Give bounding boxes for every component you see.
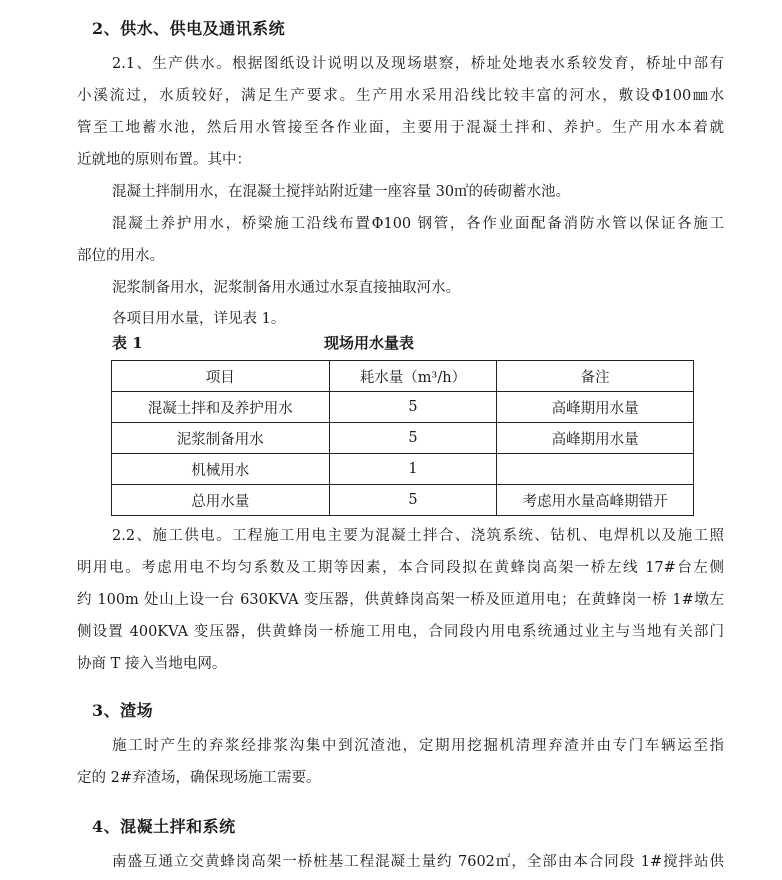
table-cell: 泥浆制备用水 [112,423,330,454]
table-row [112,485,694,516]
table-cell: 高峰期用水量 [497,423,694,454]
paragraph-line: 明用电。考虑用电不均匀系数及工期等因素，本合同段拟在黄蜂岗高架一桥左线 17#台左侧 [77,560,724,576]
section-3-heading: 3、渣场 [92,701,154,720]
paragraph-line: 南盛互通立交黄蜂岗高架一桥桩基工程混凝土量约 7602㎡，全部由本合同段 1#搅拌站供 [112,854,724,870]
paragraph-line: 施工时产生的弃浆经排浆沟集中到沉渣池，定期用挖掘机清理弃渣并由专门车辆运至指 [112,738,724,754]
table-cell: 总用水量 [112,485,330,516]
paragraph-line: 2.1、生产供水。根据图纸设计说明以及现场堪察，桥址处地表水系较发育，桥址中部有 [112,56,724,72]
paragraph-line: 侧设置 400KVA 变压器，供黄蜂岗一桥施工用电，合同段内用电系统通过业主与当地有关部门 [77,624,724,640]
table-header-cell: 备注 [497,361,694,392]
table-row [112,454,694,485]
table-cell: 高峰期用水量 [497,392,694,423]
paragraph-line: 泥浆制备用水，泥浆制备用水通过水泵直接抽取河水。 [112,280,460,296]
table-header-row [112,361,694,392]
table-cell [497,454,694,485]
paragraph-line: 混凝土拌制用水，在混凝土搅拌站附近建一座容量 30㎡的砖砌蓄水池。 [112,184,571,200]
paragraph-line: 管至工地蓄水池，然后用水管接至各作业面，主要用于混凝土拌和、养护。生产用水本着就 [77,120,724,136]
table-cell: 机械用水 [112,454,330,485]
table-row [112,392,694,423]
paragraph-line: 协商 T 接入当地电网。 [77,656,227,672]
paragraph-line: 2.2、施工供电。工程施工用电主要为混凝土拌合、浇筑系统、钻机、电焊机以及施工照 [112,528,724,544]
paragraph-line: 小溪流过，水质较好，满足生产要求。生产用水采用沿线比较丰富的河水，敷设Φ100㎜水 [77,88,724,104]
table-title: 现场用水量表 [324,334,415,352]
paragraph-line: 部位的用水。 [77,248,164,264]
table-row [112,423,694,454]
water-usage-table [111,360,694,516]
paragraph-line: 约 100m 处山上设一台 630KVA 变压器，供黄蜂岗高架一桥及匝道用电；在黄蜂岗一桥 1#墩左 [77,592,724,608]
table-cell: 5 [329,423,497,454]
table-cell: 考虑用水量高峰期错开 [497,485,694,516]
paragraph-line: 混凝土养护用水，桥梁施工沿线布置Φ100 钢管，各作业面配备消防水管以保证各施工 [112,216,724,232]
paragraph-line: 近就地的原则布置。其中： [77,152,251,168]
table-cell: 5 [329,485,497,516]
table-cell: 5 [329,392,497,423]
paragraph-line: 各项目用水量，详见表 1。 [112,311,286,327]
section-2-heading: 2、供水、供电及通讯系统 [92,19,286,38]
table-header-cell: 项目 [112,361,330,392]
section-4-heading: 4、混凝土拌和系统 [92,817,236,836]
paragraph-line: 定的 2#弃渣场，确保现场施工需要。 [77,770,321,786]
table-header-cell: 耗水量（m³/h） [329,361,497,392]
table-cell: 1 [329,454,497,485]
table-cell: 混凝土拌和及养护用水 [112,392,330,423]
table-label: 表 1 [112,334,143,352]
